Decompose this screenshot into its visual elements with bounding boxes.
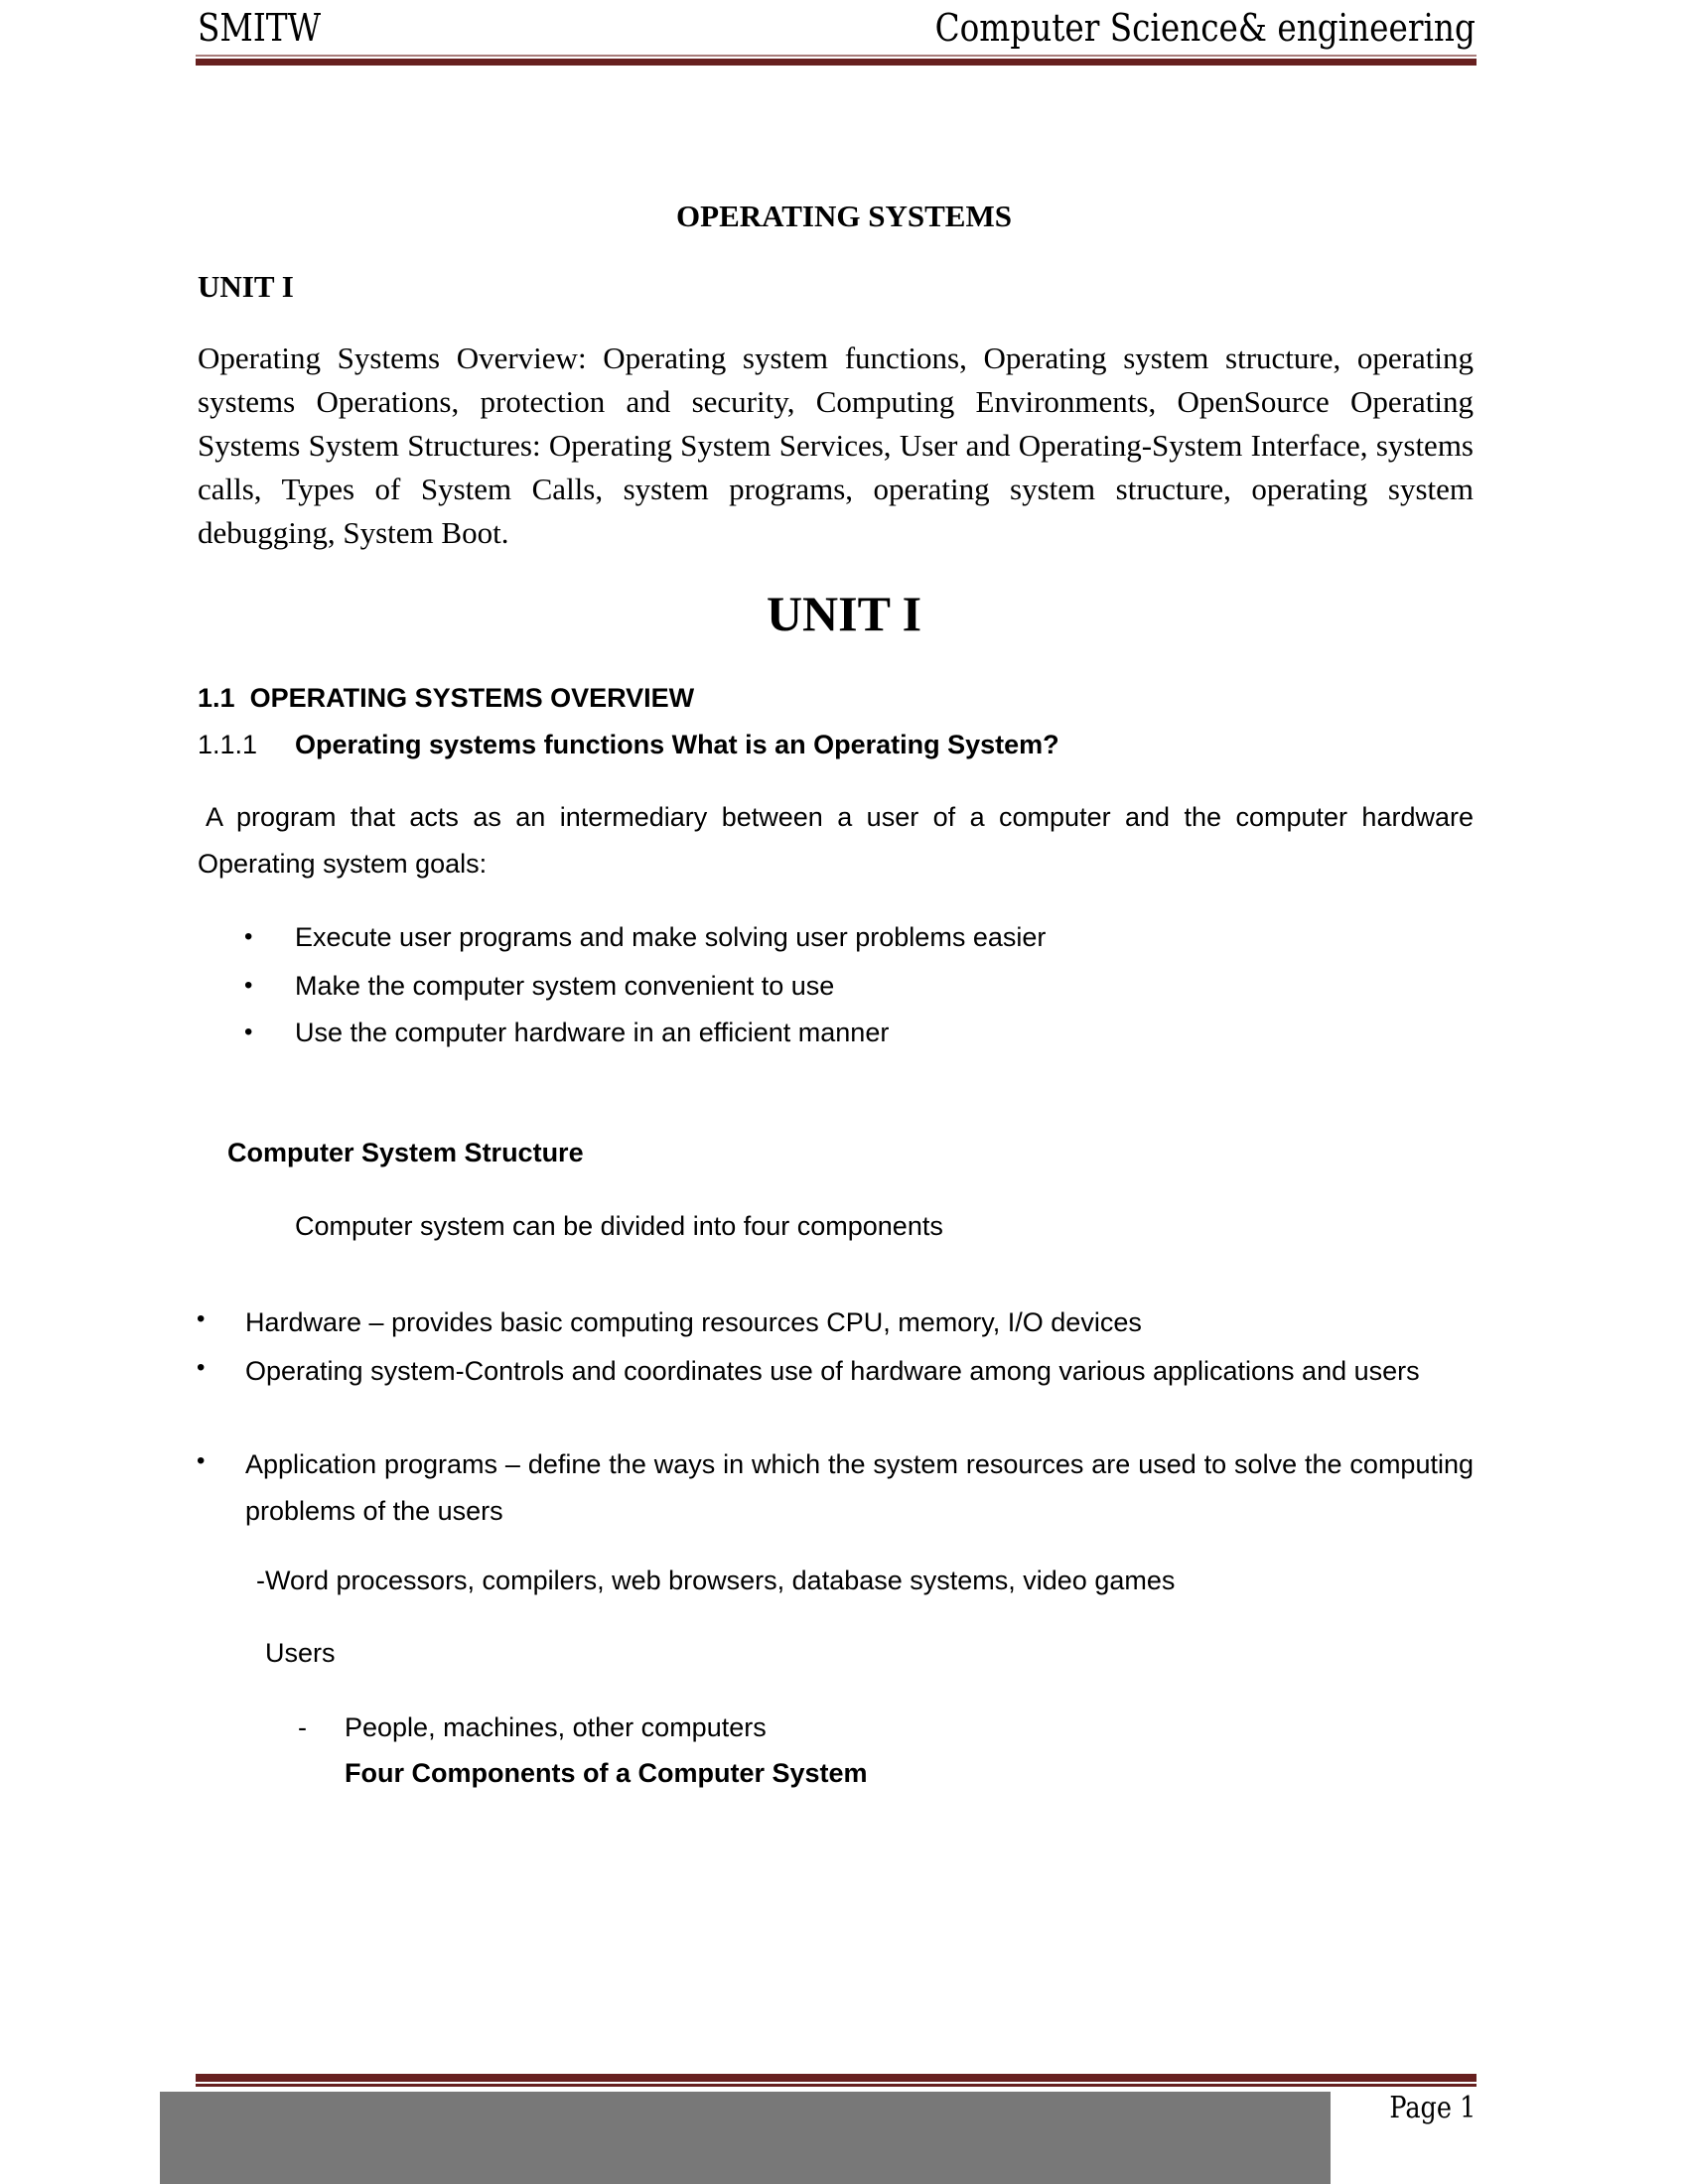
syllabus-paragraph: Operating Systems Overview: Operating system functions, Operating system structure, operating systems Operations, protection and security, Computing Environments, OpenSource Operating Systems System Structures: Operating System Services, User and Operating-System Interface, systems calls, Types of System Calls, system programs, operating system structure, operating system debugging, System Boot. bbox=[198, 341, 1474, 550]
goal-item: Use the computer hardware in an efficient manner bbox=[295, 1018, 890, 1047]
footer-gray-band bbox=[160, 2092, 1331, 2184]
section-number: 1.1 bbox=[198, 683, 235, 713]
examples-line: -Word processors, compilers, web browsers, database systems, video games bbox=[256, 1566, 1176, 1595]
section-heading bbox=[198, 678, 694, 718]
bullet-icon: • bbox=[197, 1354, 206, 1381]
component-item: Application programs – define the ways in which the system resources are used to solve the computing problems of the users bbox=[245, 1449, 1474, 1526]
goal-item: Make the computer system convenient to use bbox=[295, 971, 835, 1001]
users-description: People, machines, other computers bbox=[345, 1712, 767, 1742]
subsection-title: Operating systems functions What is an Operating System? bbox=[295, 730, 1059, 759]
bullet-icon: • bbox=[197, 1447, 206, 1474]
structure-heading: Computer System Structure bbox=[227, 1138, 584, 1167]
structure-intro: Computer system can be divided into four components bbox=[295, 1211, 943, 1241]
unit-heading: UNIT I bbox=[766, 586, 922, 641]
header-rule-thin bbox=[196, 55, 1477, 57]
bullet-icon: • bbox=[244, 1019, 253, 1045]
footer-rule-thick bbox=[196, 2074, 1477, 2082]
header-right: Computer Science& engineering bbox=[934, 6, 1476, 50]
intro-paragraph: A program that acts as an intermediary between a user of a computer and the computer hardware Operating system goals: bbox=[198, 802, 1474, 879]
users-label: Users bbox=[265, 1638, 336, 1668]
component-item: Operating system-Controls and coordinates use of hardware among various applications and users bbox=[245, 1356, 1420, 1386]
figure-caption: Four Components of a Computer System bbox=[345, 1758, 868, 1788]
goal-item: Execute user programs and make solving user problems easier bbox=[295, 922, 1047, 952]
page-number: Page 1 bbox=[1389, 2091, 1476, 2125]
document-title: OPERATING SYSTEMS bbox=[676, 199, 1012, 233]
bullet-icon: • bbox=[244, 972, 253, 999]
dash-marker: - bbox=[298, 1712, 307, 1742]
component-item: Hardware – provides basic computing resources CPU, memory, I/O devices bbox=[245, 1307, 1142, 1337]
bullet-icon: • bbox=[244, 923, 253, 950]
footer-rule-thin bbox=[196, 2084, 1477, 2087]
header-left: SMITW bbox=[198, 6, 322, 50]
bullet-icon: • bbox=[197, 1305, 206, 1332]
unit-label: UNIT I bbox=[198, 269, 294, 304]
subsection-number: 1.1.1 bbox=[198, 730, 258, 759]
header-rule-thick bbox=[196, 59, 1477, 66]
section-title: OPERATING SYSTEMS OVERVIEW bbox=[249, 683, 695, 713]
